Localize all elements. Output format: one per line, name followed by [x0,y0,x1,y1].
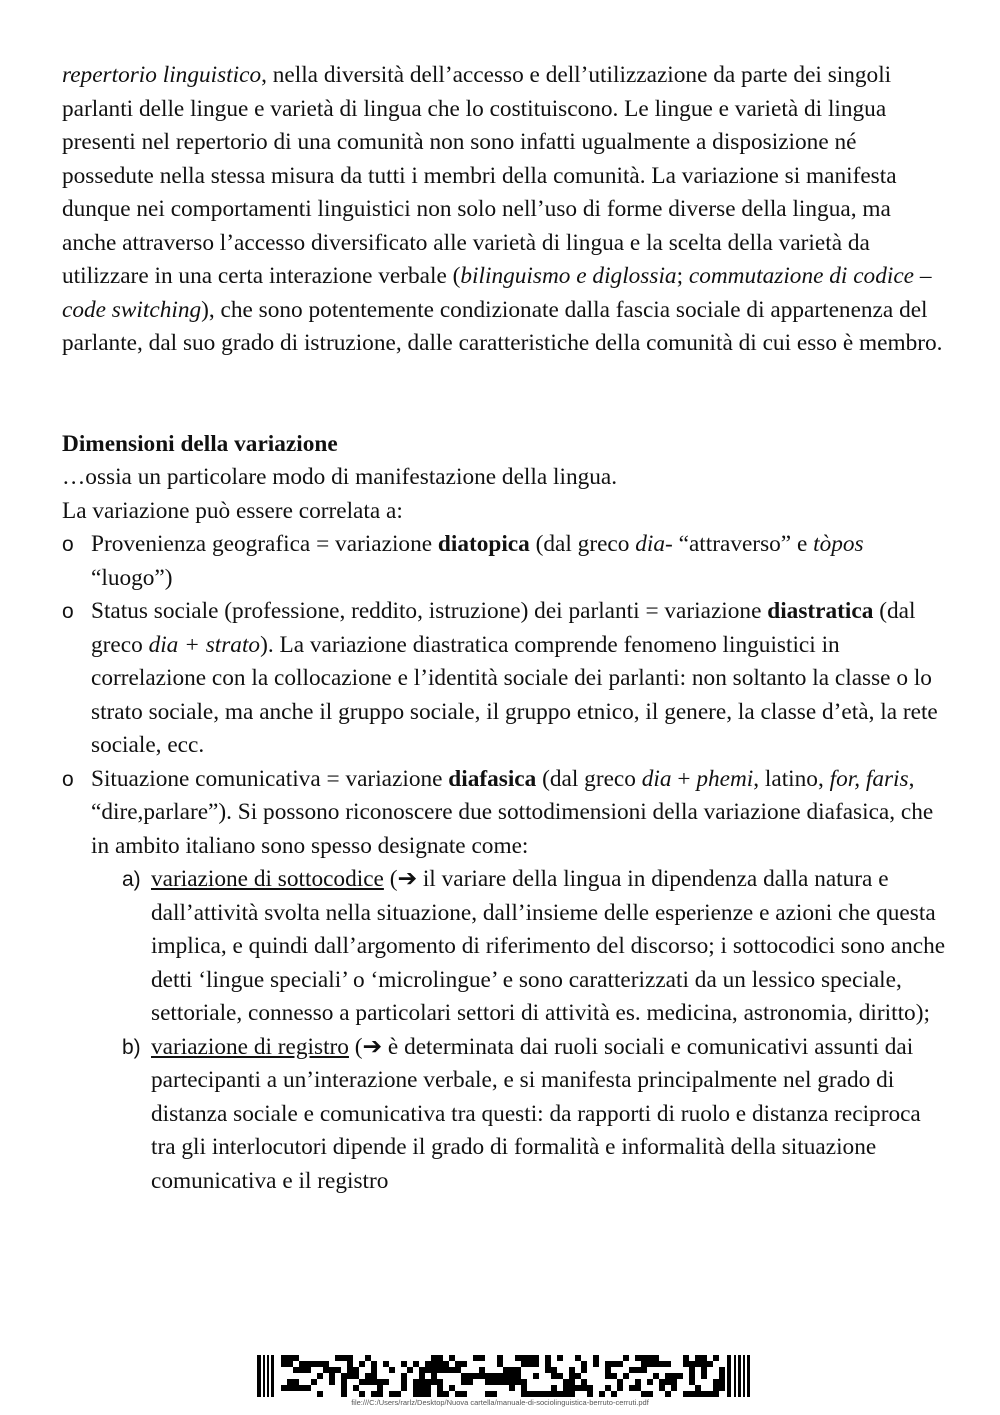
arrow-icon: ➔ [397,866,418,892]
subitem-registro: b) variazione di registro (➔ è determinata dai ruoli sociali e comunicativi assunti dai partecipanti a un’interazione verbale, e si manifesta principalmente nel grado di distanza sociale e comunicativa tra questi: da rapporti di ruolo e distanza reciproca tra gli interlocutori dipende il grado di formalità e informalità della situazione comunicativa e il registro [122,1031,947,1199]
term-diatopica: diatopica [437,531,530,557]
bullet-marker: o [62,767,74,791]
paragraph-gap [62,361,947,428]
list-item-diastratica: o Status sociale (professione, reddito, istruzione) dei parlanti = variazione diastratica (dal greco dia + strato). La variazione diastratica comprende fenomeno linguistici in correlazione con la collocazione e l’identità sociale dei parlanti: non soltanto la classe o lo strato sociale, ma anche il gruppo sociale, il gruppo etnico, il genere, la classe d’età, la rete sociale, ecc. [62,595,947,763]
intro-paragraph: repertorio linguistico, nella diversità dell’accesso e dell’utilizzazione da parte dei singoli parlanti delle lingue e varietà di lingua che lo costituiscono. Le lingue e varietà di lingua presenti nel repertorio di una comunità non sono infatti ugualmente a disposizione né possedute nella stessa misura da tutti i membri della comunità. La variazione si manifesta dunque nei comportamenti linguistici non solo nell’uso di forme diverse della lingua, ma anche attraverso l’accesso diversificato alle varietà di lingua e la scelta della varietà da utilizzare in una certa interazione verbale (bilinguismo e diglossia; commutazione di codice – code switching), che sono potentemente condizionate dalla fascia sociale di appartenenza del parlante, dal suo grado di istruzione, dalle caratteristiche della comunità di cui esso è membro. [62,62,943,356]
term-registro: variazione di registro [151,1033,349,1060]
section-heading: Dimensioni della variazione [62,430,338,457]
term-code-switching: commutazione di codice – code switching [62,263,932,323]
section-lead-line: La variazione può essere correlata a: [62,497,403,524]
barcode-image [257,1355,751,1397]
subitem-marker: a) [122,868,141,891]
document-page [62,59,947,1198]
footer-file-path: file:///C:/Users/rarlz/Desktop/Nuova cartella/manuale-di-sociolinguistica-berruto-cerruti.pdf [351,1398,649,1407]
term-diafasica: diafasica [448,765,537,792]
bullet-marker: o [62,600,74,623]
bullet-marker: o [62,533,74,556]
term-bilinguismo: bilinguismo e diglossia [460,263,677,289]
subitem-marker: b) [122,1035,141,1059]
term-diastratica: diastratica [767,598,874,624]
list-item-diatopica: o Provenienza geografica = variazione diatopica (dal greco dia- “attraverso” e tòpos “luogo”) [62,528,947,595]
term-repertorio: repertorio linguistico [62,62,262,88]
section-intro-line: …ossia un particolare modo di manifestazione della lingua. [62,464,618,490]
diafasica-subdimensions [91,863,947,1198]
variation-list [62,528,947,1198]
term-sottocodice: variazione di sottocodice [151,866,384,892]
list-item-diafasica: o Situazione comunicativa = variazione diafasica (dal greco dia + phemi, latino, for, faris, “dire,parlare”). Si possono riconoscere due sottodimensioni della variazione diafasica, che in ambito italiano sono spesso designate come: a) variazione di sottocodice (➔ il variare della lingua in dipendenza dalla natura e dall’attività svolta nella situazione, dall’insieme delle esperienze e azioni che questa implica, e quindi dall’argomento di riferimento del discorso; i sottocodici sono anche detti ‘lingue speciali’ o ‘microlingue’ e sono caratterizzati da un lessico speciale, settoriale, connesso a particolari settori di attività es. medicina, astronomia, diritto); b) variazione di registro (➔ è determinata dai ruoli sociali e comunicativi assunti dai partecipanti a un’interazione verbale, e si manifesta principalmente nel grado di distanza sociale e comunicativa tra questi: da rapporti di ruolo e distanza reciproca tra gli interlocutori dipende il grado di formalità e informalità della situazione comunicativa e il registro [62,763,947,1199]
subitem-sottocodice: a) variazione di sottocodice (➔ il variare della lingua in dipendenza dalla natura e dall’attività svolta nella situazione, dall’insieme delle esperienze e azioni che questa implica, e quindi dall’argomento di riferimento del discorso; i sottocodici sono anche detti ‘lingue speciali’ o ‘microlingue’ e sono caratterizzati da un lessico speciale, settoriale, connesso a particolari settori di attività es. medicina, astronomia, diritto); [122,863,947,1031]
arrow-icon: ➔ [362,1033,383,1060]
